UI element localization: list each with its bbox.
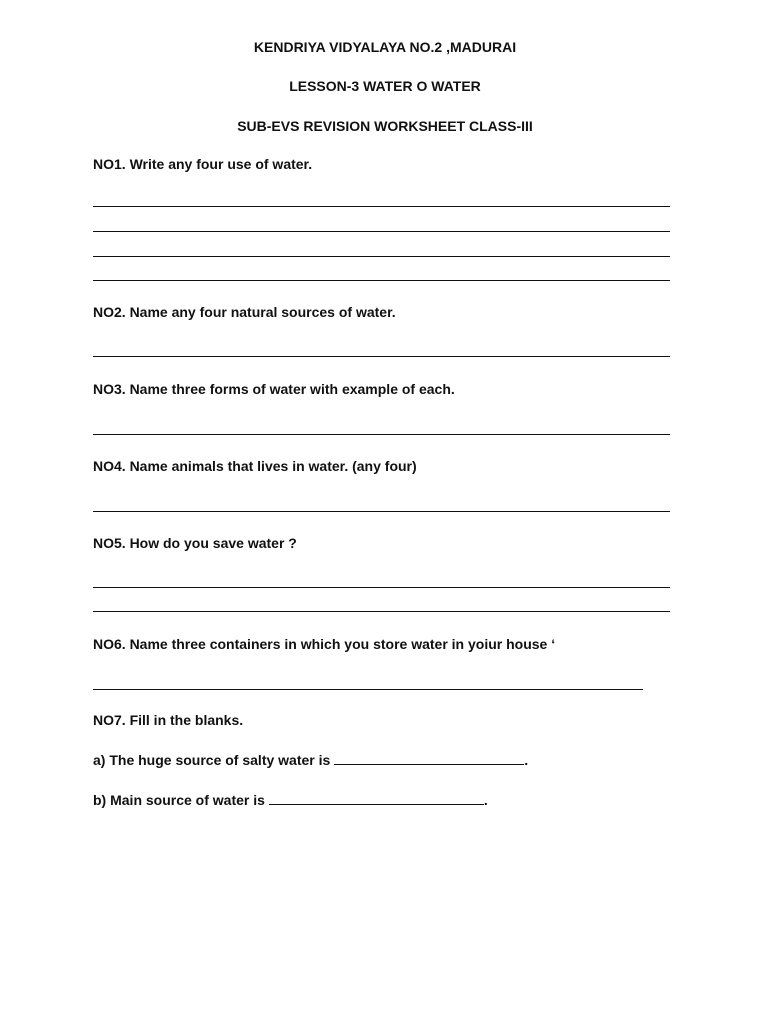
lesson-title: LESSON-3 WATER O WATER [289, 78, 481, 94]
answer-line[interactable] [93, 689, 643, 690]
question-3: NO3. Name three forms of water with example of each. [93, 381, 455, 397]
answer-line[interactable] [93, 434, 670, 435]
question-2: NO2. Name any four natural sources of water. [93, 304, 396, 320]
fill-blank-a-text: a) The huge source of salty water is [93, 752, 335, 768]
answer-line[interactable] [93, 611, 670, 612]
answer-line[interactable] [93, 256, 670, 257]
fill-blank-a-end: . [524, 752, 529, 768]
question-4: NO4. Name animals that lives in water. (any four) [93, 458, 417, 474]
fill-blank-b-end: . [483, 792, 488, 808]
question-7: NO7. Fill in the blanks. [93, 712, 244, 728]
blank-field[interactable] [334, 750, 524, 765]
answer-line[interactable] [93, 280, 670, 281]
worksheet-subtitle: SUB-EVS REVISION WORKSHEET CLASS-III [237, 118, 533, 134]
answer-line[interactable] [93, 356, 670, 357]
answer-line[interactable] [93, 231, 670, 232]
fill-blank-a [93, 750, 528, 769]
school-title: KENDRIYA VIDYALAYA NO.2 ,MADURAI [253, 39, 517, 55]
answer-line[interactable] [93, 587, 670, 588]
question-6: NO6. Name three containers in which you store water in yoiur house ‘ [93, 636, 556, 652]
answer-line[interactable] [93, 511, 670, 512]
fill-blank-b-text: b) Main source of water is [93, 792, 269, 808]
question-1: NO1. Write any four use of water. [93, 156, 313, 172]
question-5: NO5. How do you save water ? [93, 535, 297, 551]
answer-line[interactable] [93, 206, 670, 207]
blank-field[interactable] [269, 790, 484, 805]
fill-blank-b [93, 790, 488, 809]
